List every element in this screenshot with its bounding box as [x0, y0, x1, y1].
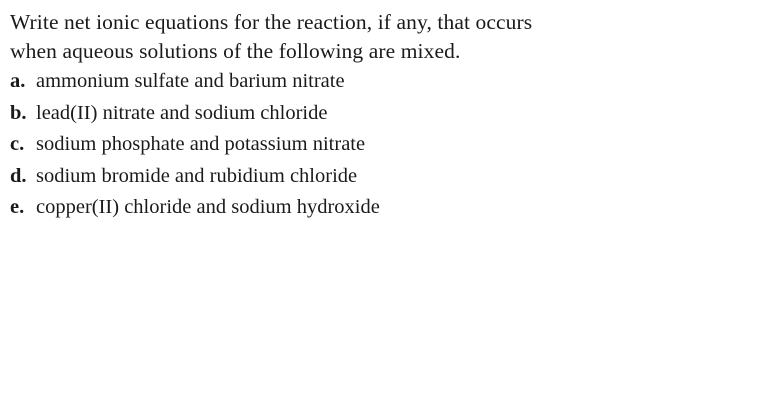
list-item — [10, 197, 766, 218]
list-item-text: sodium phosphate and potassium nitrate — [36, 133, 366, 156]
list-item-text: ammonium sulfate and barium nitrate — [36, 70, 345, 93]
list-item-text: lead(II) nitrate and sodium chloride — [36, 101, 328, 124]
prompt-line-1: Write net ionic equations for the reaction, if any, that occurs — [10, 10, 533, 34]
list-item — [10, 103, 766, 124]
list-item — [10, 166, 766, 187]
list-item-marker: a. — [10, 70, 26, 93]
question-prompt — [10, 8, 752, 65]
list-item-text: copper(II) chloride and sodium hydroxide — [36, 196, 380, 219]
list-item-marker: e. — [10, 196, 25, 219]
list-item-text: sodium bromide and rubidium chloride — [36, 164, 358, 187]
list-item-marker: b. — [10, 101, 27, 124]
list-item-marker: d. — [10, 164, 27, 187]
list-item — [10, 71, 766, 92]
list-item-marker: c. — [10, 133, 25, 156]
question-parts-list — [10, 71, 766, 218]
prompt-line-2: when aqueous solutions of the following are mixed. — [10, 38, 461, 63]
list-item — [10, 134, 766, 155]
